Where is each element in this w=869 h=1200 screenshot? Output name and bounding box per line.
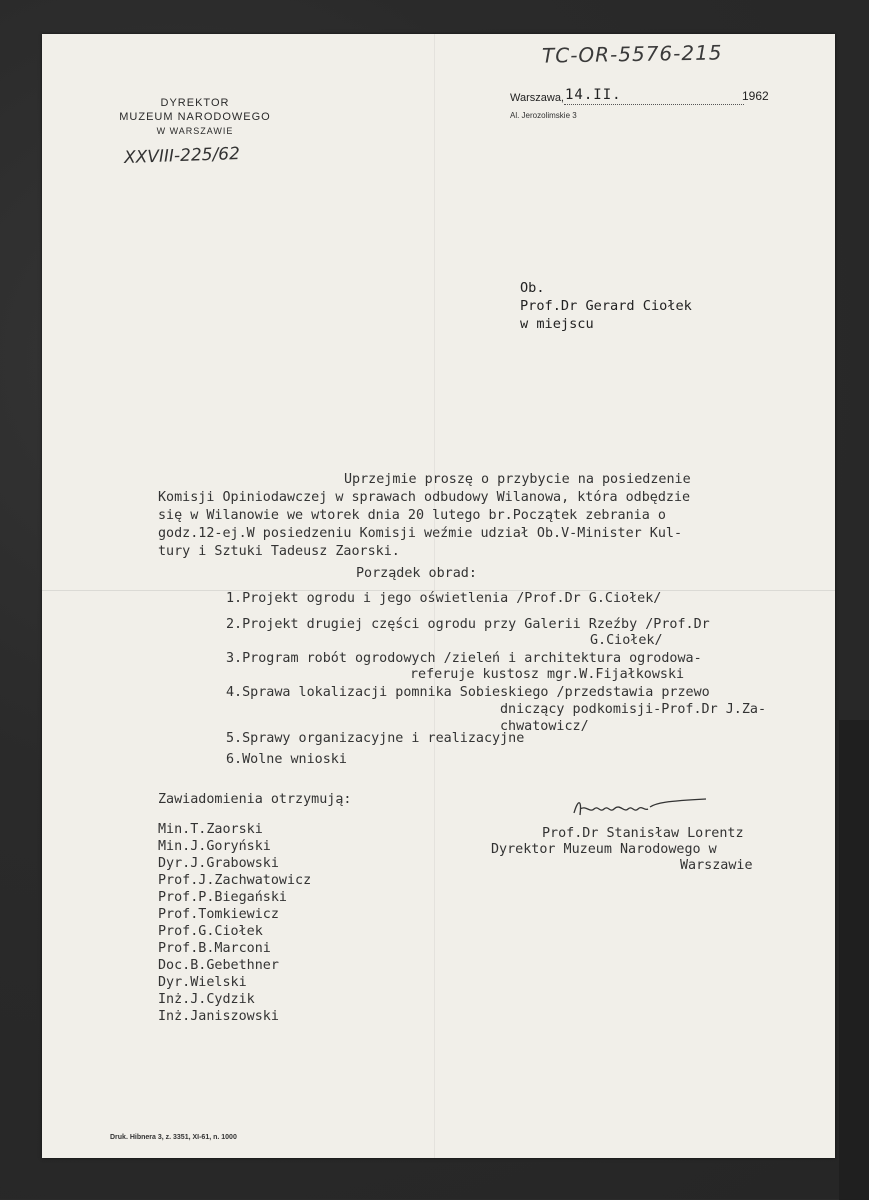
- archive-code: TC-OR-5576-215: [541, 40, 723, 68]
- notification-recipient: Prof.J.Zachwatowicz: [158, 873, 312, 888]
- notification-recipient: Inż.J.Cydzik: [158, 992, 255, 1007]
- agenda-item-4-cont: dniczący podkomisji-Prof.Dr J.Za-: [500, 702, 767, 717]
- agenda-item-4-cont-2: chwatowicz/: [500, 719, 589, 734]
- recipient-line-3: w miejscu: [520, 316, 594, 332]
- notification-recipient: Min.J.Goryński: [158, 839, 271, 854]
- letter-page: [42, 34, 835, 1158]
- body-line-5: tury i Sztuki Tadeusz Zaorski.: [158, 544, 400, 559]
- handwritten-reference: XXVIII-225/62: [123, 143, 241, 169]
- signature-title-cont: Warszawie: [680, 858, 753, 873]
- letterhead-line-1: DYREKTOR: [160, 97, 230, 109]
- notification-recipient: Prof.B.Marconi: [158, 941, 271, 956]
- date-place: Warszawa,: [510, 92, 564, 104]
- agenda-title: Porządek obrad:: [356, 566, 477, 581]
- notification-recipient: Inż.Janiszowski: [158, 1009, 279, 1024]
- notification-recipient: Dyr.Wielski: [158, 975, 247, 990]
- agenda-item-4: 4.Sprawa lokalizacji pomnika Sobieskiego /przedstawia przewo: [226, 685, 710, 700]
- body-line-4: godz.12-ej.W posiedzeniu Komisji weźmie udział Ob.V-Minister Kul-: [158, 526, 683, 541]
- notification-recipient: Prof.P.Biegański: [158, 890, 287, 905]
- letterhead-line-3: W WARSZAWIE: [156, 126, 234, 136]
- agenda-item-1: 1.Projekt ogrodu i jego oświetlenia /Prof.Dr G.Ciołek/: [226, 591, 662, 606]
- signature-name: Prof.Dr Stanisław Lorentz: [542, 826, 744, 841]
- agenda-item-3-cont: referuje kustosz mgr.W.Fijałkowski: [410, 667, 685, 682]
- recipient-line-2: Prof.Dr Gerard Ciołek: [520, 298, 692, 314]
- address: Al. Jerozolimskie 3: [510, 111, 577, 120]
- notifications-title: Zawiadomienia otrzymują:: [158, 792, 352, 807]
- agenda-item-5: 5.Sprawy organizacyjne i realizacyjne: [226, 731, 525, 746]
- date-year: 1962: [742, 89, 769, 103]
- letterhead-line-2: MUZEUM NARODOWEGO: [119, 111, 271, 123]
- notification-recipient: Dyr.J.Grabowski: [158, 856, 279, 871]
- binding-edge: [839, 720, 869, 1200]
- agenda-item-2-cont: G.Ciołek/: [590, 633, 663, 648]
- notification-recipient: Doc.B.Gebethner: [158, 958, 279, 973]
- recipient-line-1: Ob.: [520, 280, 545, 296]
- agenda-item-2: 2.Projekt drugiej części ogrodu przy Galerii Rzeźby /Prof.Dr: [226, 617, 710, 632]
- printer-footer: Druk. Hibnera 3, z. 3351, XI-61, n. 1000: [110, 1134, 237, 1141]
- date-day-month: 14.II.: [565, 87, 622, 103]
- notification-recipient: Min.T.Zaorski: [158, 822, 263, 837]
- agenda-item-3: 3.Program robót ogrodowych /zieleń i architektura ogrodowa-: [226, 651, 702, 666]
- agenda-item-6: 6.Wolne wnioski: [226, 752, 347, 767]
- body-line-2: Komisji Opiniodawczej w sprawach odbudowy Wilanowa, która odbędzie: [158, 490, 691, 505]
- body-line-3: się w Wilanowie we wtorek dnia 20 lutego br.Początek zebrania o: [158, 508, 666, 523]
- notification-recipient: Prof.Tomkiewicz: [158, 907, 279, 922]
- notification-recipient: Prof.G.Ciołek: [158, 924, 263, 939]
- body-line-1: Uprzejmie proszę o przybycie na posiedzenie: [344, 472, 691, 487]
- date-dotted-line: [564, 104, 744, 105]
- handwritten-signature: [570, 791, 710, 825]
- signature-title: Dyrektor Muzeum Narodowego w: [491, 842, 717, 857]
